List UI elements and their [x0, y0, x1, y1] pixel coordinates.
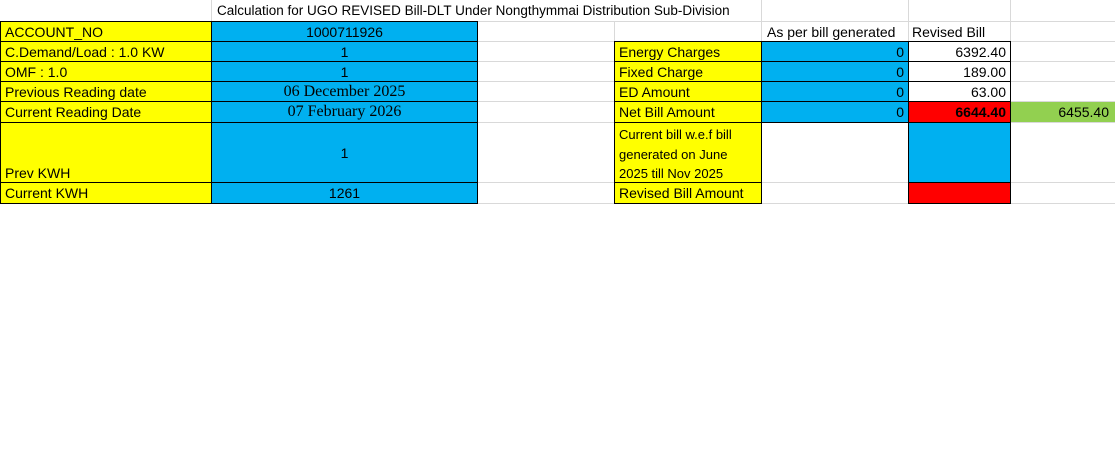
account-no-label-cell[interactable]: ACCOUNT_NO — [0, 21, 212, 42]
omf-label-cell[interactable]: OMF : 1.0 — [0, 61, 212, 82]
demand-load-value-cell[interactable]: 1 — [211, 41, 478, 62]
net-bill-amount-revised-cell[interactable]: 6644.40 — [908, 101, 1011, 123]
column-header-as-per-bill-generated[interactable]: As per bill generated — [767, 23, 896, 40]
net-bill-amount-as-per-bill-cell[interactable]: 0 — [761, 101, 909, 123]
column-header-revised-bill[interactable]: Revised Bill — [912, 23, 986, 40]
energy-charges-label-cell[interactable]: Energy Charges — [614, 41, 762, 62]
energy-charges-revised-cell[interactable]: 6392.40 — [908, 41, 1011, 62]
net-bill-amount-alt-cell[interactable]: 6455.40 — [1011, 102, 1115, 122]
prev-kwh-value-cell[interactable]: 1 — [211, 122, 478, 183]
previous-reading-date-value-cell[interactable]: 06 December 2025 — [211, 81, 478, 102]
current-bill-wef-line-2: generated on June — [619, 146, 728, 162]
current-bill-wef-line-1: Current bill w.e.f bill — [619, 127, 732, 142]
account-no-value-cell[interactable]: 1000711926 — [211, 21, 478, 42]
ed-amount-revised-cell[interactable]: 63.00 — [908, 81, 1011, 102]
previous-reading-date-label-cell[interactable]: Previous Reading date — [0, 81, 212, 102]
current-reading-date-value-cell[interactable]: 07 February 2026 — [211, 101, 478, 123]
omf-value-cell[interactable]: 1 — [211, 61, 478, 82]
demand-load-label-cell[interactable]: C.Demand/Load : 1.0 KW — [0, 41, 212, 62]
revised-bill-amount-label-cell[interactable]: Revised Bill Amount — [614, 182, 762, 204]
current-kwh-label-cell[interactable]: Current KWH — [0, 182, 212, 204]
current-bill-wef-revised-cell[interactable] — [908, 122, 1011, 183]
fixed-charge-as-per-bill-cell[interactable]: 0 — [761, 61, 909, 82]
ed-amount-as-per-bill-cell[interactable]: 0 — [761, 81, 909, 102]
fixed-charge-label-cell[interactable]: Fixed Charge — [614, 61, 762, 82]
sheet-title-cell[interactable]: Calculation for UGO REVISED Bill-DLT Under Nongthymmai Distribution Sub-Division — [213, 0, 761, 21]
current-bill-wef-line-3: 2025 till Nov 2025 — [619, 166, 724, 181]
current-bill-wef-label-cell[interactable] — [614, 122, 762, 183]
revised-bill-amount-revised-cell[interactable] — [908, 182, 1011, 204]
current-reading-date-label-cell[interactable]: Current Reading Date — [0, 101, 212, 123]
net-bill-amount-label-cell[interactable]: Net Bill Amount — [614, 101, 762, 123]
fixed-charge-revised-cell[interactable]: 189.00 — [908, 61, 1011, 82]
ed-amount-label-cell[interactable]: ED Amount — [614, 81, 762, 102]
current-kwh-value-cell[interactable]: 1261 — [211, 182, 478, 204]
energy-charges-as-per-bill-cell[interactable]: 0 — [761, 41, 909, 62]
prev-kwh-label-cell[interactable]: Prev KWH — [0, 122, 212, 183]
